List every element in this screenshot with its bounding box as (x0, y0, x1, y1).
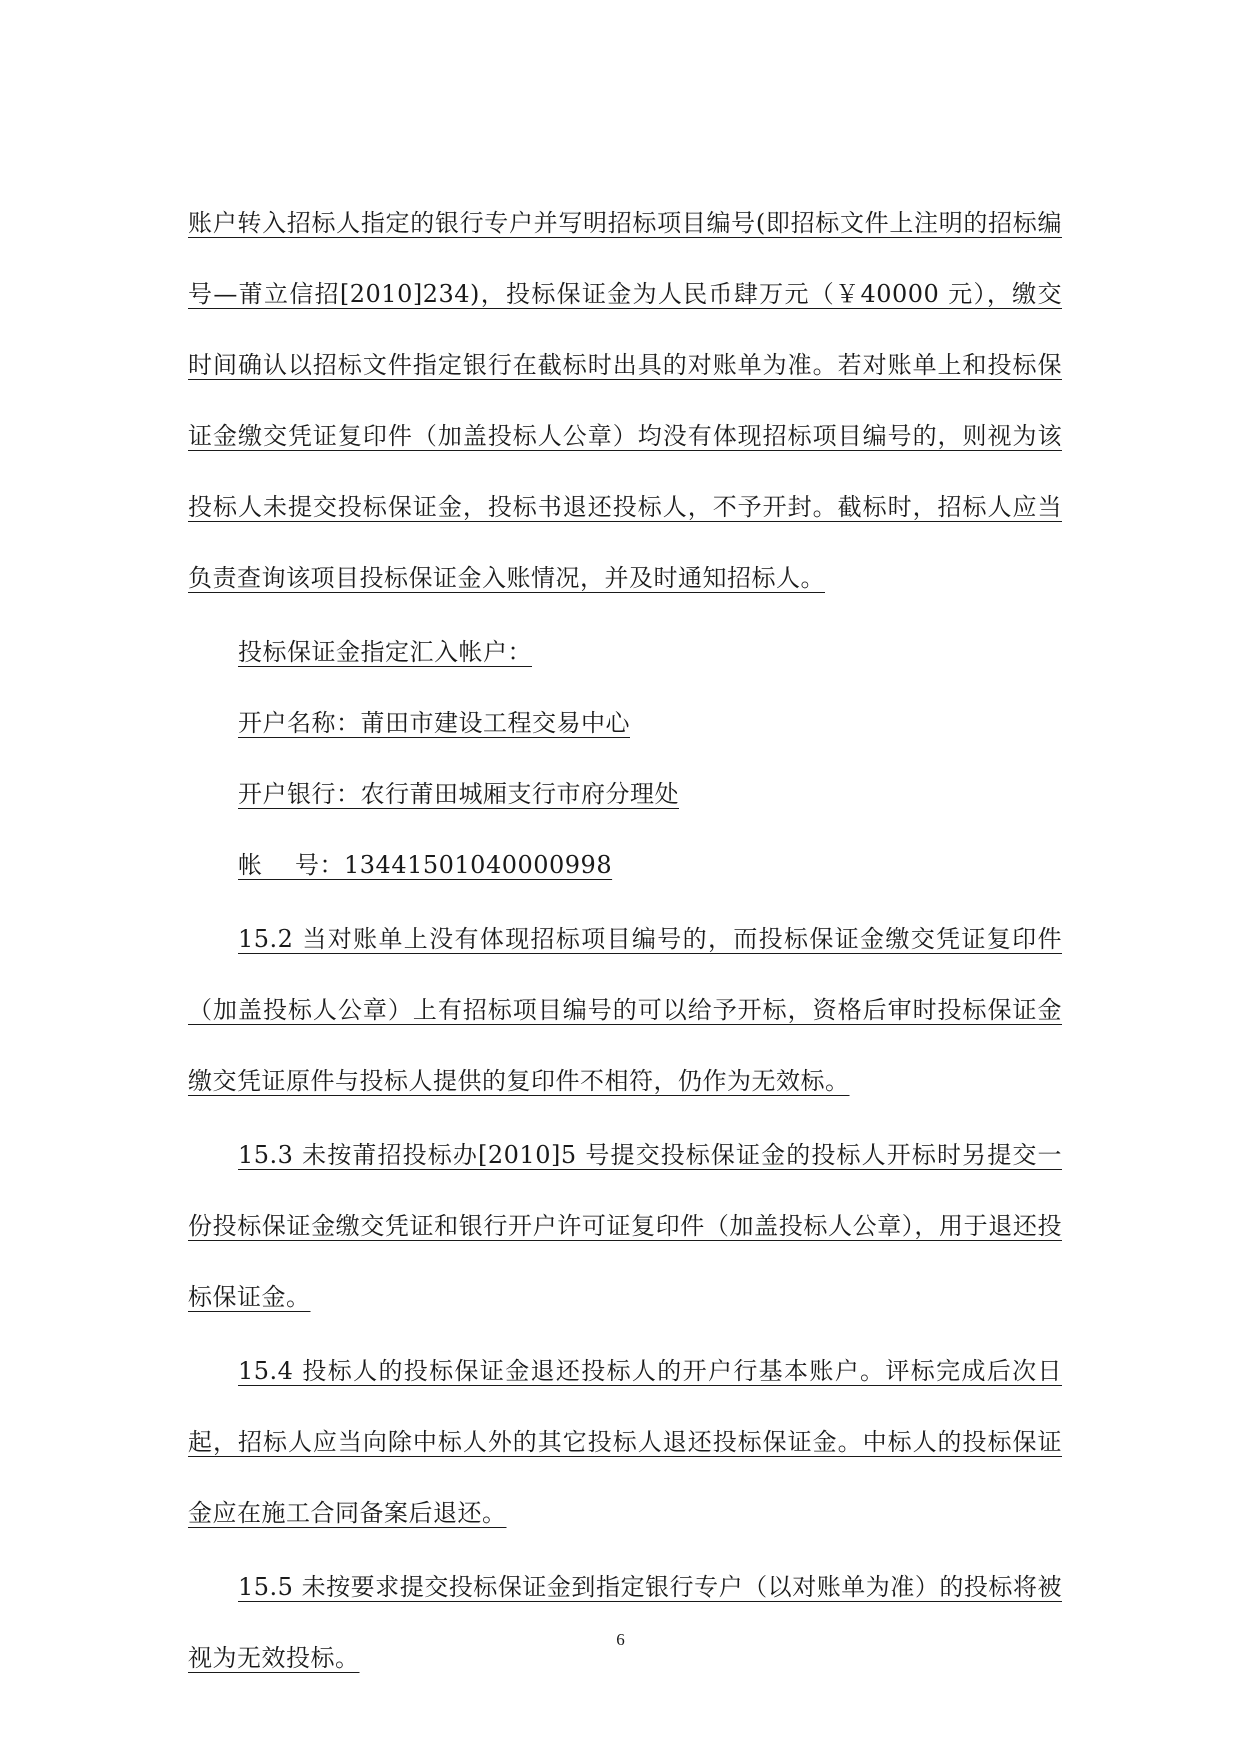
paragraph-clause-15-3 (188, 1120, 1062, 1333)
paragraph-clause-15-4 (188, 1336, 1062, 1549)
paragraph-deposit-instructions (188, 188, 1062, 614)
paragraph-account-bank (188, 759, 1062, 830)
page-number: 6 (616, 1630, 625, 1649)
paragraph-account-heading (188, 617, 1062, 688)
paragraph-text: 15.5 未按要求提交投标保证金到指定银行专户（以对账单为准）的投标将被视为无效投标。 (188, 1573, 1062, 1672)
paragraph-text: 投标保证金指定汇入帐户： (238, 638, 532, 666)
paragraph-text: 15.4 投标人的投标保证金退还投标人的开户行基本账户。评标完成后次日起，招标人应当向除中标人外的其它投标人退还投标保证金。中标人的投标保证金应在施工合同备案后退还。 (188, 1357, 1062, 1527)
paragraph-text: 15.3 未按莆招投标办[2010]5 号提交投标保证金的投标人开标时另提交一份投标保证金缴交凭证和银行开户许可证复印件（加盖投标人公章），用于退还投标保证金。 (188, 1141, 1062, 1311)
paragraph-account-number (188, 830, 1062, 901)
paragraph-account-name (188, 688, 1062, 759)
paragraph-text: 帐 号：13441501040000998 (238, 851, 613, 879)
paragraph-text: 15.2 当对账单上没有体现招标项目编号的，而投标保证金缴交凭证复印件（加盖投标人公章）上有招标项目编号的可以给予开标，资格后审时投标保证金缴交凭证原件与投标人提供的复印件不相符，仍作为无效标。 (188, 925, 1062, 1095)
paragraph-text: 账户转入招标人指定的银行专户并写明招标项目编号(即招标文件上注明的招标编号—莆立信招[2010]234)，投标保证金为人民币肆万元（￥40000 元），缴交时间确认以招标文件指定银行在截标时出具的对账单为准。若对账单上和投标保证金缴交凭证复印件（加盖投标人公章）均没有体现招标项目编号的，则视为该投标人未提交投标保证金，投标书退还投标人，不予开封。截标时，招标人应当负责查询该项目投标保证金入账情况，并及时通知招标人。 (188, 209, 1062, 592)
paragraph-text: 开户银行：农行莆田城厢支行市府分理处 (238, 780, 679, 808)
paragraph-clause-15-5 (188, 1552, 1062, 1694)
paragraph-clause-15-2 (188, 904, 1062, 1117)
paragraph-text: 开户名称：莆田市建设工程交易中心 (238, 709, 630, 737)
body-text (188, 188, 1062, 1694)
